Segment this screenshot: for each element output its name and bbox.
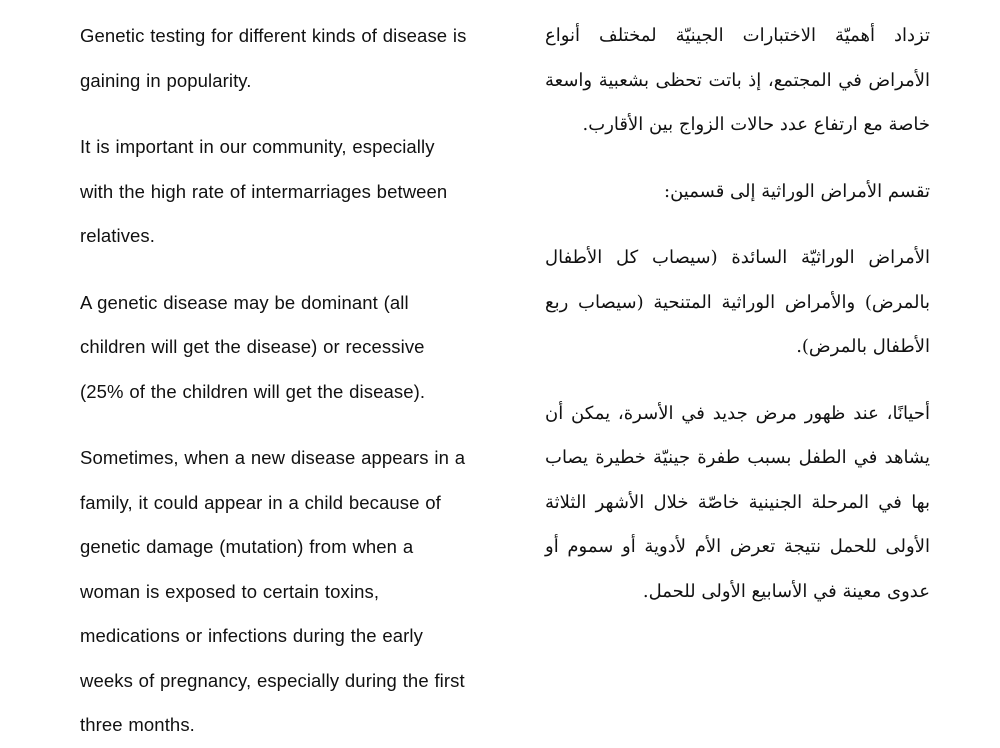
english-paragraph-2: It is important in our community, especially with the high rate of intermarriages between relatives.: [80, 136, 448, 246]
arabic-paragraph-2: تقسم الأمراض الوراثية إلى قسمين:: [664, 180, 930, 202]
arabic-text-column: [500, 0, 1000, 614]
arabic-paragraph-3: الأمراض الوراثيّة السائدة (سيصاب كل الأطفال بالمرض) والأمراض الوراثية المتنحية (سيصاب ربع الأطفال بالمرض).: [545, 247, 930, 357]
english-paragraph-4: Sometimes, when a new disease appears in a family, it could appear in a child because of genetic damage (mutation) from when a woman is exposed to certain toxins, medications or infections during the early weeks of pregnancy, especially during the first three months.: [80, 447, 466, 735]
arabic-paragraph-4: أحيانًا، عند ظهور مرض جديد في الأسرة، يمكن أن يشاهد في الطفل بسبب طفرة جينيّة خطيرة يصاب بها في المرحلة الجنينية خاصّة خلال الأشهر الثلاثة الأولى للحمل نتيجة تعرض الأم لأدوية أو سموم أو عدوى معينة في الأسابيع الأولى للحمل.: [545, 402, 930, 602]
english-paragraph-1: Genetic testing for different kinds of disease is gaining in popularity.: [80, 25, 467, 91]
arabic-paragraph-1: تزداد أهميّة الاختبارات الجينيّة لمختلف أنواع الأمراض في المجتمع، إذ باتت تحظى بشعبية واسعة خاصة مع ارتفاع عدد حالات الزواج بين الأقارب.: [545, 25, 930, 135]
english-paragraph-3: A genetic disease may be dominant (all children will get the disease) or recessive (25% of the children will get the disease).: [80, 291, 426, 402]
